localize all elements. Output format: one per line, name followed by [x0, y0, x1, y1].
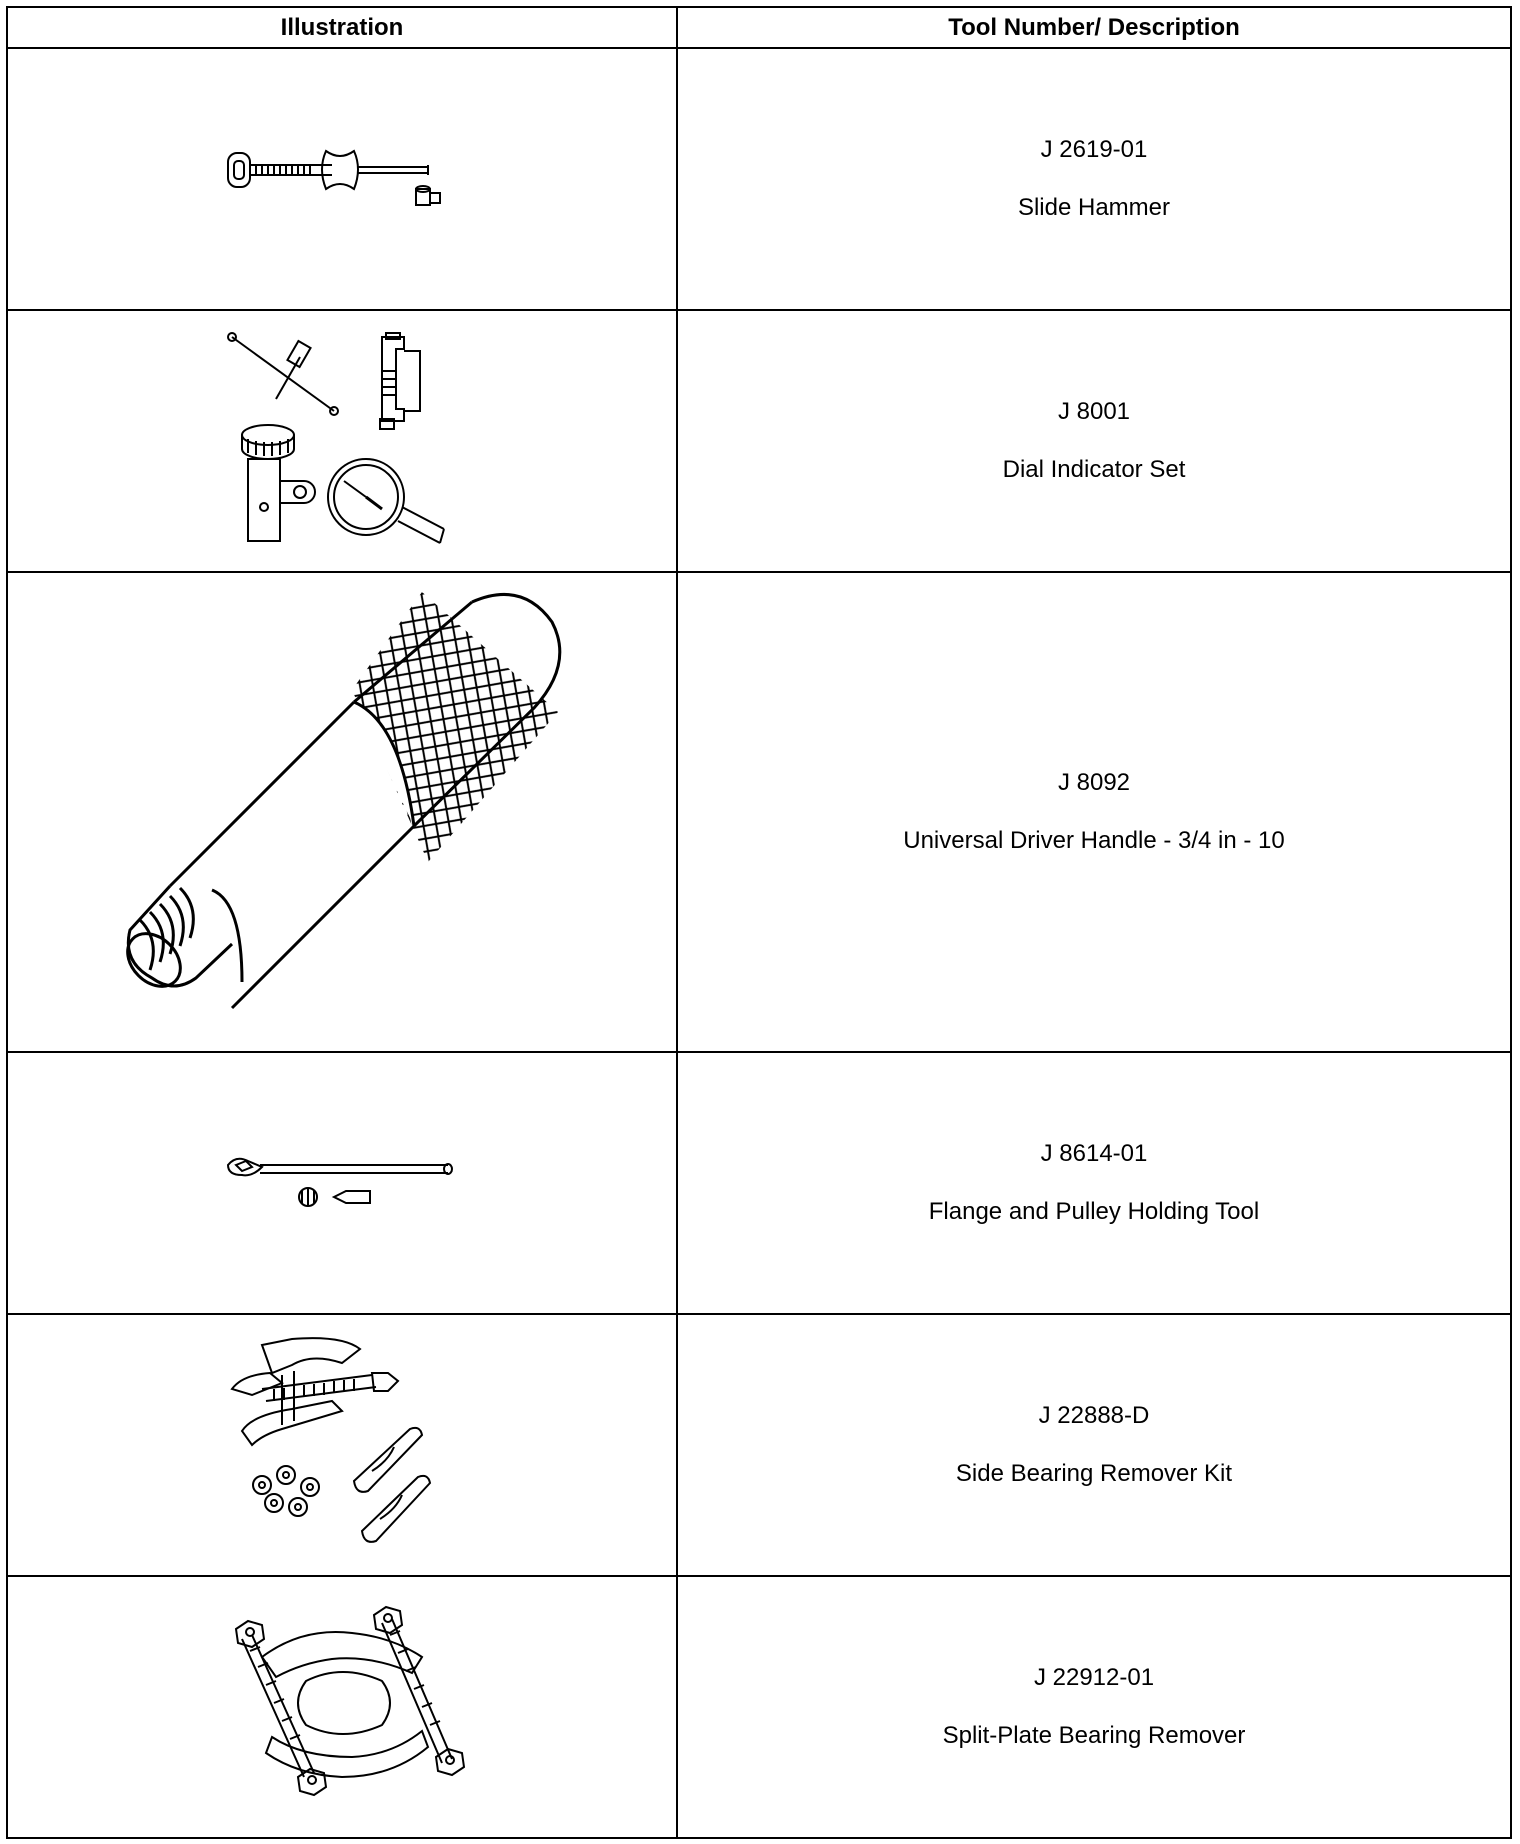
- tool-description: Flange and Pulley Holding Tool: [928, 1198, 1260, 1225]
- tool-number: J 8092: [1057, 769, 1131, 796]
- split-plate-remover-icon: [222, 1607, 462, 1807]
- tool-description: Dial Indicator Set: [1002, 456, 1186, 483]
- table-row: [7, 48, 1511, 310]
- description-cell: [677, 48, 1511, 310]
- bearing-remover-kit-icon: [222, 1335, 462, 1555]
- table-row: [7, 310, 1511, 572]
- description-cell: [677, 1576, 1511, 1838]
- header-row: [7, 7, 1511, 48]
- tool-number: J 8614-01: [1040, 1140, 1148, 1167]
- illustration-header: Illustration: [7, 7, 677, 48]
- tool-description: Split-Plate Bearing Remover: [942, 1722, 1246, 1749]
- holding-tool-icon: [222, 1153, 462, 1213]
- illustration-cell: [7, 310, 677, 572]
- description-cell: [677, 1052, 1511, 1314]
- illustration-cell: [7, 572, 677, 1052]
- tool-description: Universal Driver Handle - 3/4 in - 10: [903, 827, 1285, 854]
- description-cell: [677, 572, 1511, 1052]
- description-cell: [677, 1314, 1511, 1576]
- table-row: [7, 572, 1511, 1052]
- table-row: [7, 1314, 1511, 1576]
- tool-description: Slide Hammer: [1017, 194, 1171, 221]
- illustration-cell: [7, 1052, 677, 1314]
- driver-handle-icon: [122, 582, 562, 1042]
- tools-table: [6, 6, 1512, 1839]
- tool-description: Side Bearing Remover Kit: [955, 1460, 1233, 1487]
- slide-hammer-icon: [222, 139, 462, 219]
- tool-number: J 2619-01: [1040, 136, 1148, 163]
- illustration-cell: [7, 1576, 677, 1838]
- dial-indicator-set-icon: [222, 331, 462, 551]
- illustration-cell: [7, 48, 677, 310]
- table-row: [7, 1576, 1511, 1838]
- description-cell: [677, 310, 1511, 572]
- illustration-cell: [7, 1314, 677, 1576]
- table-row: [7, 1052, 1511, 1314]
- tool-number-header: Tool Number/ Description: [677, 7, 1511, 48]
- tool-number: J 22912-01: [1033, 1664, 1155, 1691]
- tool-number: J 8001: [1057, 398, 1131, 425]
- tool-number: J 22888-D: [1038, 1402, 1150, 1429]
